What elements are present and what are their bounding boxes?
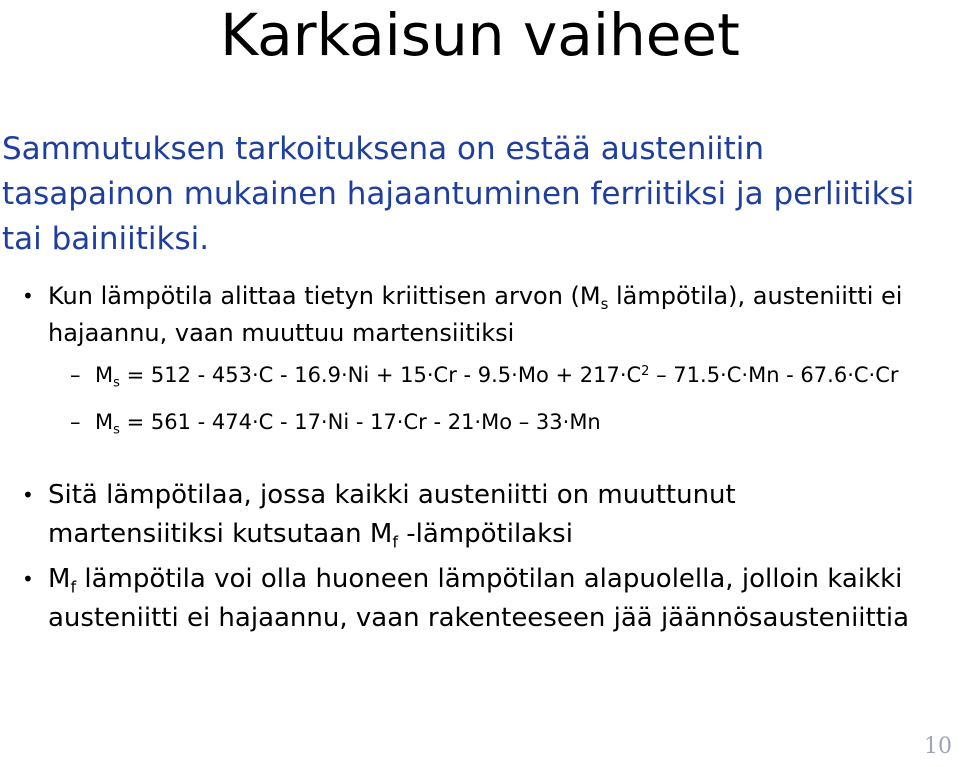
bullet3-symbol: M (48, 564, 71, 594)
bullet1-subscript: s (600, 295, 609, 314)
slide-title: Karkaisun vaiheet (220, 1, 740, 69)
formula1-symbol: M (95, 363, 114, 387)
bullet-dot-icon: • (22, 567, 34, 591)
formula1-subscript: s (113, 375, 120, 391)
formula-list (0, 360, 950, 437)
formula1-text-b: – 71.5·C·Mn - 67.6·C·Cr (649, 363, 899, 387)
bullet-list-1 (0, 278, 950, 352)
formula-ms-1 (0, 360, 935, 390)
page-number: 10 (924, 734, 952, 759)
bullet2-text-b: -lämpötilaksi (397, 519, 573, 549)
dash-icon: – (70, 363, 81, 387)
bullet3-subscript: f (70, 577, 77, 597)
bullet2-text-a: Sitä lämpötilaa, jossa kaikki austeniitti on muuttunut martensiitiksi kutsutaan M (48, 480, 736, 549)
formula2-text: = 561 - 474·C - 17·Ni - 17·Cr - 21·Mo – 33·Mn (119, 410, 601, 434)
formula-ms-2 (0, 407, 950, 437)
bullet-retained-austenite (0, 560, 948, 638)
bullet1-text-b: lämpötila), austeniitti ei hajaannu, vaan muuttuu martensiitiksi (48, 282, 903, 347)
bullet3-text: lämpötila voi olla huoneen lämpötilan alapuolella, jolloin kaikki austeniitti ei hajaannu, vaan rakenteeseen jää jäännösausteniittia (48, 564, 910, 633)
bullet1-text-a: Kun lämpötila alittaa tietyn kriittisen arvon (M (48, 282, 601, 310)
bullet-dot-icon: • (22, 483, 34, 507)
bullet-dot-icon: • (22, 284, 34, 308)
formula2-symbol: M (95, 410, 114, 434)
bullet-martensite-start (0, 278, 950, 352)
dash-icon: – (70, 410, 81, 434)
bullet-martensite-finish (0, 476, 868, 554)
formula2-subscript: s (113, 422, 120, 438)
intro-text: Sammutuksen tarkoituksena on estää austeniitin tasapainon mukainen hajaantuminen ferriitiksi ja perliitiksi tai bainiitiksi. (2, 131, 915, 257)
bullet-list-2 (0, 476, 950, 638)
bullet2-subscript: f (392, 532, 398, 552)
formula1-superscript: 2 (641, 363, 650, 379)
formula1-text-a: = 512 - 453·C - 16.9·Ni + 15·Cr - 9.5·Mo + 217·C (119, 363, 642, 387)
